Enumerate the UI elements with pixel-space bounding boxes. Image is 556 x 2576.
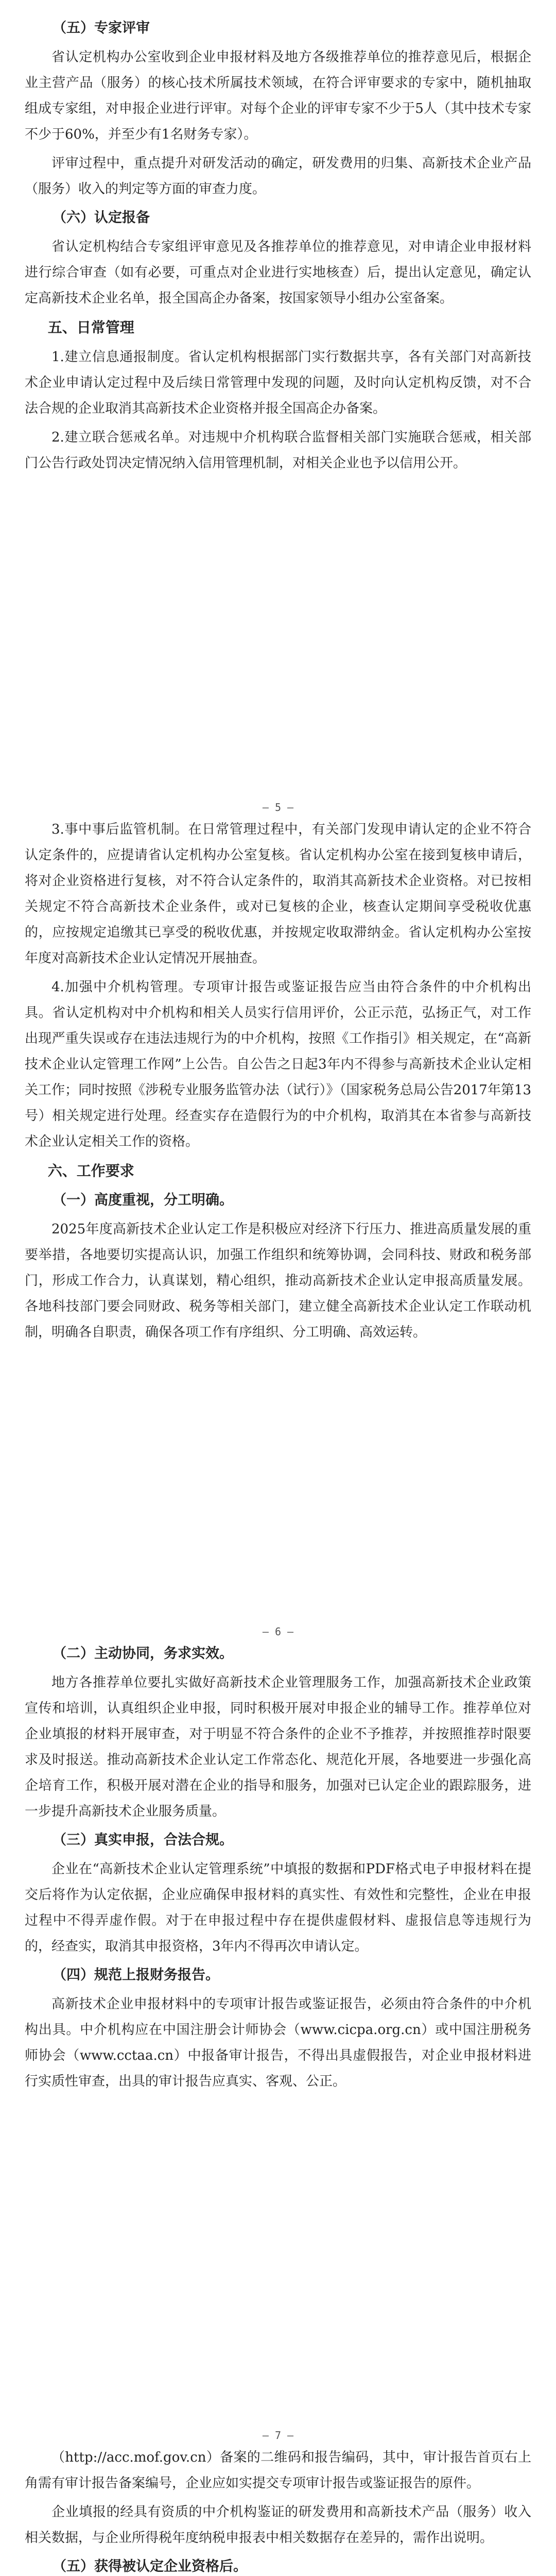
chapter-heading: 六、工作要求 — [47, 1162, 134, 1179]
document-page-8 — [25, 2445, 531, 2576]
paragraph: 地方各推荐单位要扎实做好高新技术企业管理服务工作，加强高新技术企业政策宣传和培训，认真组织企业申报，同时积极开展对申报企业的辅导工作。推荐单位对企业填报的材料开展审查，对于明显不符合条件的企业不予推荐，并按照推荐时限要求及时报送。推动高新技术企业认定工作常态化、规范化开展，各地要进一步强化高企培育工作，积极开展对潜在企业的指导和服务，加强对已认定企业的跟踪服务，进一步提升高新技术企业服务质量。 — [25, 1675, 531, 1819]
section-heading: （三）真实申报，合法合规。 — [53, 1832, 233, 1848]
document-page-5 — [25, 15, 531, 817]
section-heading: （一）高度重视，分工明确。 — [53, 1192, 233, 1208]
page-number: — 5 — — [262, 801, 294, 814]
paragraph: 省认定机构办公室收到企业申报材料及地方各级推荐单位的推荐意见后，根据企业主营产品（服务）的核心技术所属技术领域，在符合评审要求的专家中，随机抽取组成专家组，对申报企业进行评审。对每个企业的评审专家不少于5人（其中技术专家不少于60%，并至少有1名财务专家）。 — [25, 49, 531, 142]
section-heading: （六）认定报备 — [53, 210, 150, 226]
section-heading: （四）规范上报财务报告。 — [53, 1967, 219, 1983]
paragraph: 1.建立信息通报制度。省认定机构根据部门实行数据共享，各有关部门对高新技术企业申请认定过程中及后续日常管理中发现的问题，及时向认定机构反馈，对不合法合规的企业取消其高新技术企业资格并报全国高企办备案。 — [25, 349, 531, 416]
section-heading: （五）专家评审 — [53, 20, 150, 36]
chapter-heading: 五、日常管理 — [47, 319, 134, 336]
document-page-7 — [25, 1641, 531, 2445]
paragraph: 2.建立联合惩戒名单。对违规中介机构联合监督相关部门实施联合惩戒，相关部门公告行政处罚决定情况纳入信用管理机制，对相关企业也予以信用公开。 — [25, 430, 531, 471]
page-number: — 7 — — [262, 2429, 294, 2442]
paragraph: 省认定机构结合专家组评审意见及各推荐单位的推荐意见，对申请企业申报材料进行综合审查（如有必要，可重点对企业进行实地核查）后，提出认定意见，确定认定高新技术企业名单，报全国高企办备案，按国家领导小组办公室备案。 — [25, 239, 531, 306]
paragraph: 企业在“高新技术企业认定管理系统”中填报的数据和PDF格式电子申报材料在提交后将作为认定依据，企业应确保申报材料的真实性、有效性和完整性，企业在申报过程中不得弄虚作假。对于在申报过程中存在提供虚假材料、虚报信息等违规行为的，经查实，取消其申报资格，3年内不得再次申请认定。 — [25, 1861, 531, 1954]
paragraph: 4.加强中介机构管理。专项审计报告或鉴证报告应当由符合条件的中介机构出具。省认定机构对中介机构和相关人员实行信用评价，公正示范，弘扬正气，对工作出现严重失误或存在违法违规行为的中介机构，按照《工作指引》相关规定，在“高新技术企业认定管理工作网”上公告。自公告之日起3年内不得参与高新技术企业认定相关工作；同时按照《涉税专业服务监管办法（试行）》（国家税务总局公告2017年第13号）相关规定进行处理。经查实存在造假行为的中介机构，取消其在本省参与高新技术企业认定相关工作的资格。 — [25, 979, 531, 1149]
paragraph: 3.事中事后监管机制。在日常管理过程中，有关部门发现申请认定的企业不符合认定条件的，应提请省认定机构办公室复核。省认定机构办公室在接到复核申请后，将对企业资格进行复核，对不符合认定条件的，取消其高新技术企业资格。对已按相关规定不符合高新技术企业条件，或对已复核的企业，核查认定期间享受税收优惠的，应按规定追缴其已享受的税收优惠，并按规定收取滞纳金。省认定机构办公室按年度对高新技术企业认定情况开展抽查。 — [25, 822, 531, 966]
paragraph: 高新技术企业申报材料中的专项审计报告或鉴证报告，必须由符合条件的中介机构出具。中介机构应在中国注册会计师协会（www.cicpa.org.cn）或中国注册税务师协会（www.cctaa.cn）中报备审计报告，不得出具虚假报告，对企业申报材料进行实质性审查，出具的审计报告应真实、客观、公正。 — [25, 1996, 531, 2089]
section-heading: （五）获得被认定企业资格后。 — [53, 2558, 247, 2574]
paragraph: 2025年度高新技术企业认定工作是积极应对经济下行压力、推进高质量发展的重要举措，各地要切实提高认识，加强工作组织和统筹协调，会同科技、财政和税务部门，形成工作合力，认真谋划，精心组织，推动高新技术企业认定申报高质量发展。各地科技部门要会同财政、税务等相关部门，建立健全高新技术企业认定工作联动机制，明确各自职责，确保各项工作有序组织、分工明确、高效运转。 — [25, 1222, 531, 1340]
paragraph: （http://acc.mof.gov.cn）备案的二维码和报告编码，其中，审计报告首页右上角需有审计报告备案编号，企业应如实提交专项审计报告或鉴证报告的原件。 — [25, 2450, 531, 2491]
document-page-6 — [25, 817, 531, 1641]
page-number: — 6 — — [262, 1625, 294, 1638]
paragraph: 评审过程中，重点提升对研发活动的确定，研发费用的归集、高新技术企业产品（服务）收入的判定等方面的审查力度。 — [25, 156, 531, 197]
paragraph: 企业填报的经具有资质的中介机构鉴证的研发费用和高新技术产品（服务）收入相关数据，与企业所得税年度纳税申报表中相关数据存在差异的，需作出说明。 — [25, 2504, 531, 2546]
section-heading: （二）主动协同，务求实效。 — [53, 1646, 233, 1662]
